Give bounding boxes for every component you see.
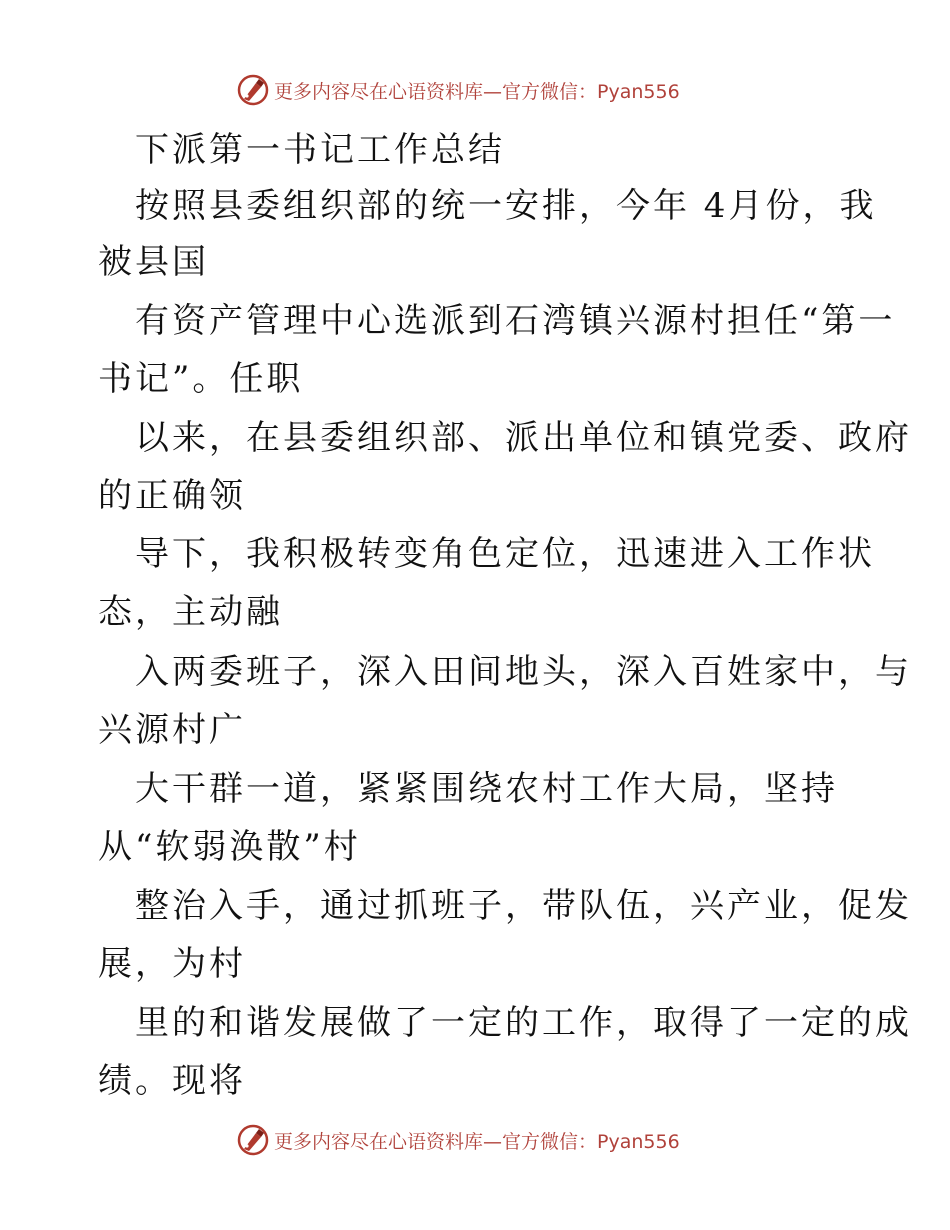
- paragraph-line: 态，主动融: [98, 592, 283, 632]
- paragraph-line: 导下，我积极转变角色定位，迅速进入工作状: [135, 534, 875, 574]
- paragraph-line: 被县国: [98, 242, 209, 282]
- pen-logo-icon: [236, 73, 270, 107]
- paragraph-line: 书记”。任职: [98, 359, 304, 399]
- paragraph-line: 展，为村: [98, 944, 246, 984]
- paragraph-line: 入两委班子，深入田间地头，深入百姓家中，与: [135, 652, 912, 692]
- footer-watermark: [236, 1122, 680, 1158]
- document-title: 下派第一书记工作总结: [135, 130, 505, 170]
- paragraph-line: 绩。现将: [98, 1061, 246, 1101]
- watermark-text: 更多内容尽在心语资料库—官方微信：Pyan556: [274, 1130, 680, 1153]
- paragraph-line: 里的和谐发展做了一定的工作，取得了一定的成: [135, 1003, 912, 1043]
- paragraph-line: 的正确领: [98, 476, 246, 516]
- watermark-text: 更多内容尽在心语资料库—官方微信：Pyan556: [274, 80, 680, 103]
- paragraph-line: 有资产管理中心选派到石湾镇兴源村担任“第一: [135, 301, 896, 341]
- paragraph-line: 兴源村广: [98, 710, 246, 750]
- paragraph-line: 按照县委组织部的统一安排，今年 4月份，我: [135, 186, 877, 226]
- paragraph-line: 整治入手，通过抓班子，带队伍，兴产业，促发: [135, 886, 912, 926]
- header-watermark: [236, 72, 680, 108]
- pen-logo-icon: [236, 1123, 270, 1157]
- paragraph-line: 从“软弱涣散”村: [98, 827, 361, 867]
- paragraph-line: 大干群一道，紧紧围绕农村工作大局，坚持: [135, 769, 838, 809]
- paragraph-line: 以来，在县委组织部、派出单位和镇党委、政府: [135, 418, 912, 458]
